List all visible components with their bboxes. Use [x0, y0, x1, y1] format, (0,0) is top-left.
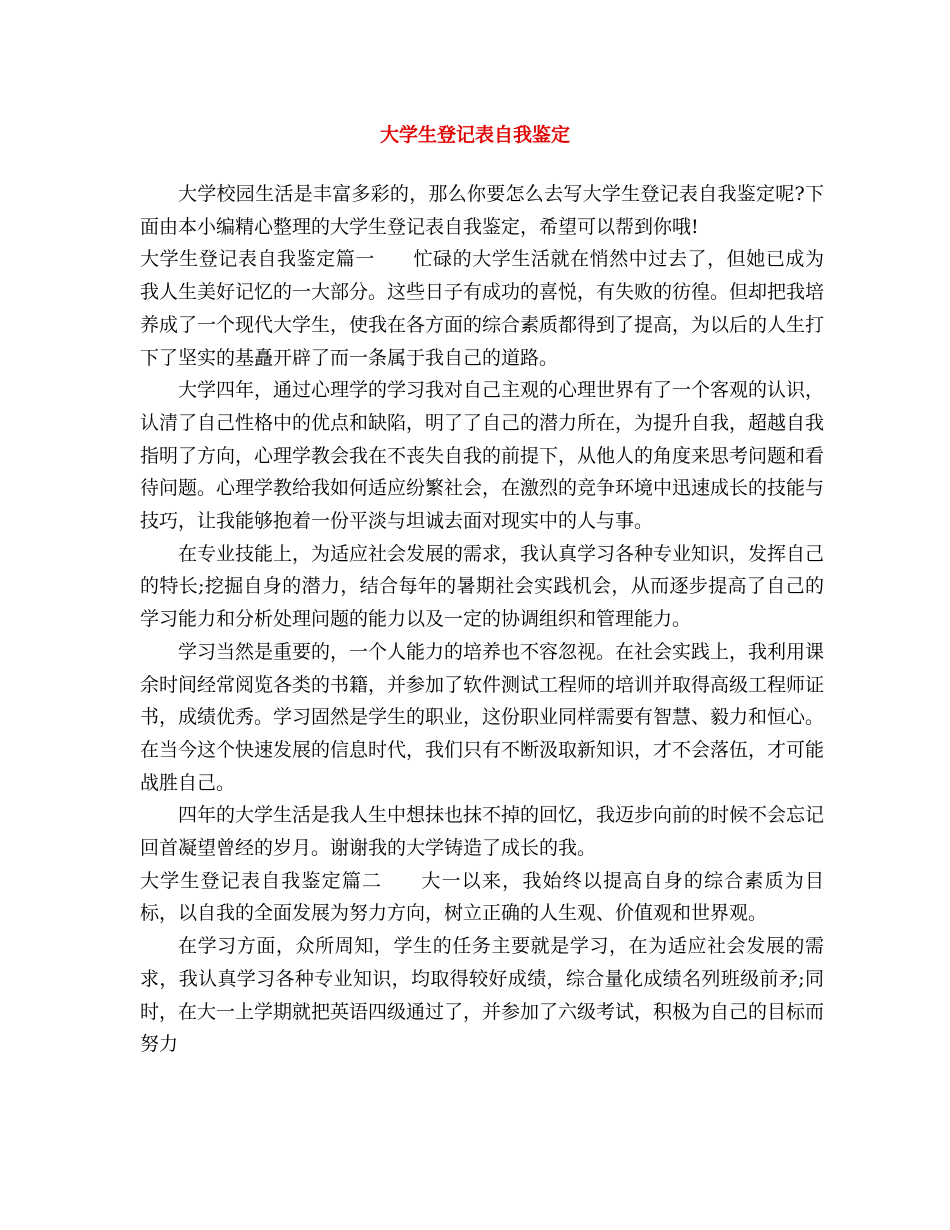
paragraph-section-two-start	[140, 865, 824, 930]
section-heading-two: 大学生登记表自我鉴定篇二	[140, 869, 383, 892]
section-two-text: 大一以来，我始终以提高自身的综合素质为目标，以自我的全面发展为努力方向，树立正确的人生观、价值观和世界观。	[140, 869, 824, 925]
paragraph-skills: 在专业技能上，为适应社会发展的需求，我认真学习各种专业知识，发挥自己的特长;挖掘自身的潜力，结合每年的暑期社会实践机会，从而逐步提高了自己的学习能力和分析处理问题的能力以及一定的协调组织和管理能力。	[140, 542, 825, 631]
section-one-text: 忙碌的大学生活就在悄然中过去了，但她已成为我人生美好记忆的一大部分。这些日子有成功的喜悦，有失败的彷徨。但却把我培养成了一个现代大学生，使我在各方面的综合素质都得到了提高，为以后的人生打下了坚实的基矗开辟了而一条属于我自己的道路。	[140, 248, 825, 369]
section-heading-one: 大学生登记表自我鉴定篇一	[140, 248, 375, 271]
document-title: 大学生登记表自我鉴定	[379, 124, 570, 146]
document-body	[140, 178, 824, 1061]
paragraph-psychology: 大学四年，通过心理学的学习我对自己主观的心理世界有了一个客观的认识，认清了自己性格中的优点和缺陷，明了了自己的潜力所在，为提升自我，超越自我指明了方向，心理学教会我在不丧失自我的前提下，从他人的角度来思考问题和看待问题。心理学教给我如何适应纷繁社会，在激烈的竞争环境中迅速成长的技能与技巧，让我能够抱着一份平淡与坦诚去面对现实中的人与事。	[140, 379, 825, 533]
paragraph-intro: 大学校园生活是丰富多彩的，那么你要怎么去写大学生登记表自我鉴定呢?下面由本小编精心整理的大学生登记表自我鉴定，希望可以帮到你哦!	[140, 183, 824, 238]
paragraph-practice: 学习当然是重要的，一个人能力的培养也不容忽视。在社会实践上，我利用课余时间经常阅览各类的书籍，并参加了软件测试工程师的培训并取得高级工程师证书，成绩优秀。学习固然是学生的职业，这份职业同样需要有智慧、毅力和恒心。在当今这个快速发展的信息时代，我们只有不断汲取新知识，才不会落伍，才可能战胜自己。	[140, 640, 825, 794]
paragraph-memories: 四年的大学生活是我人生中想抹也抹不掉的回忆，我迈步向前的时候不会忘记回首凝望曾经的岁月。谢谢我的大学铸造了成长的我。	[140, 804, 825, 860]
paragraph-study: 在学习方面，众所周知，学生的任务主要就是学习，在为适应社会发展的需求，我认真学习各种专业知识，均取得较好成绩，综合量化成绩名列班级前矛;同时，在大一上学期就把英语四级通过了，并参加了六级考试，积极为自己的目标而努力	[140, 935, 825, 1056]
paragraph-section-one-start	[140, 243, 824, 374]
